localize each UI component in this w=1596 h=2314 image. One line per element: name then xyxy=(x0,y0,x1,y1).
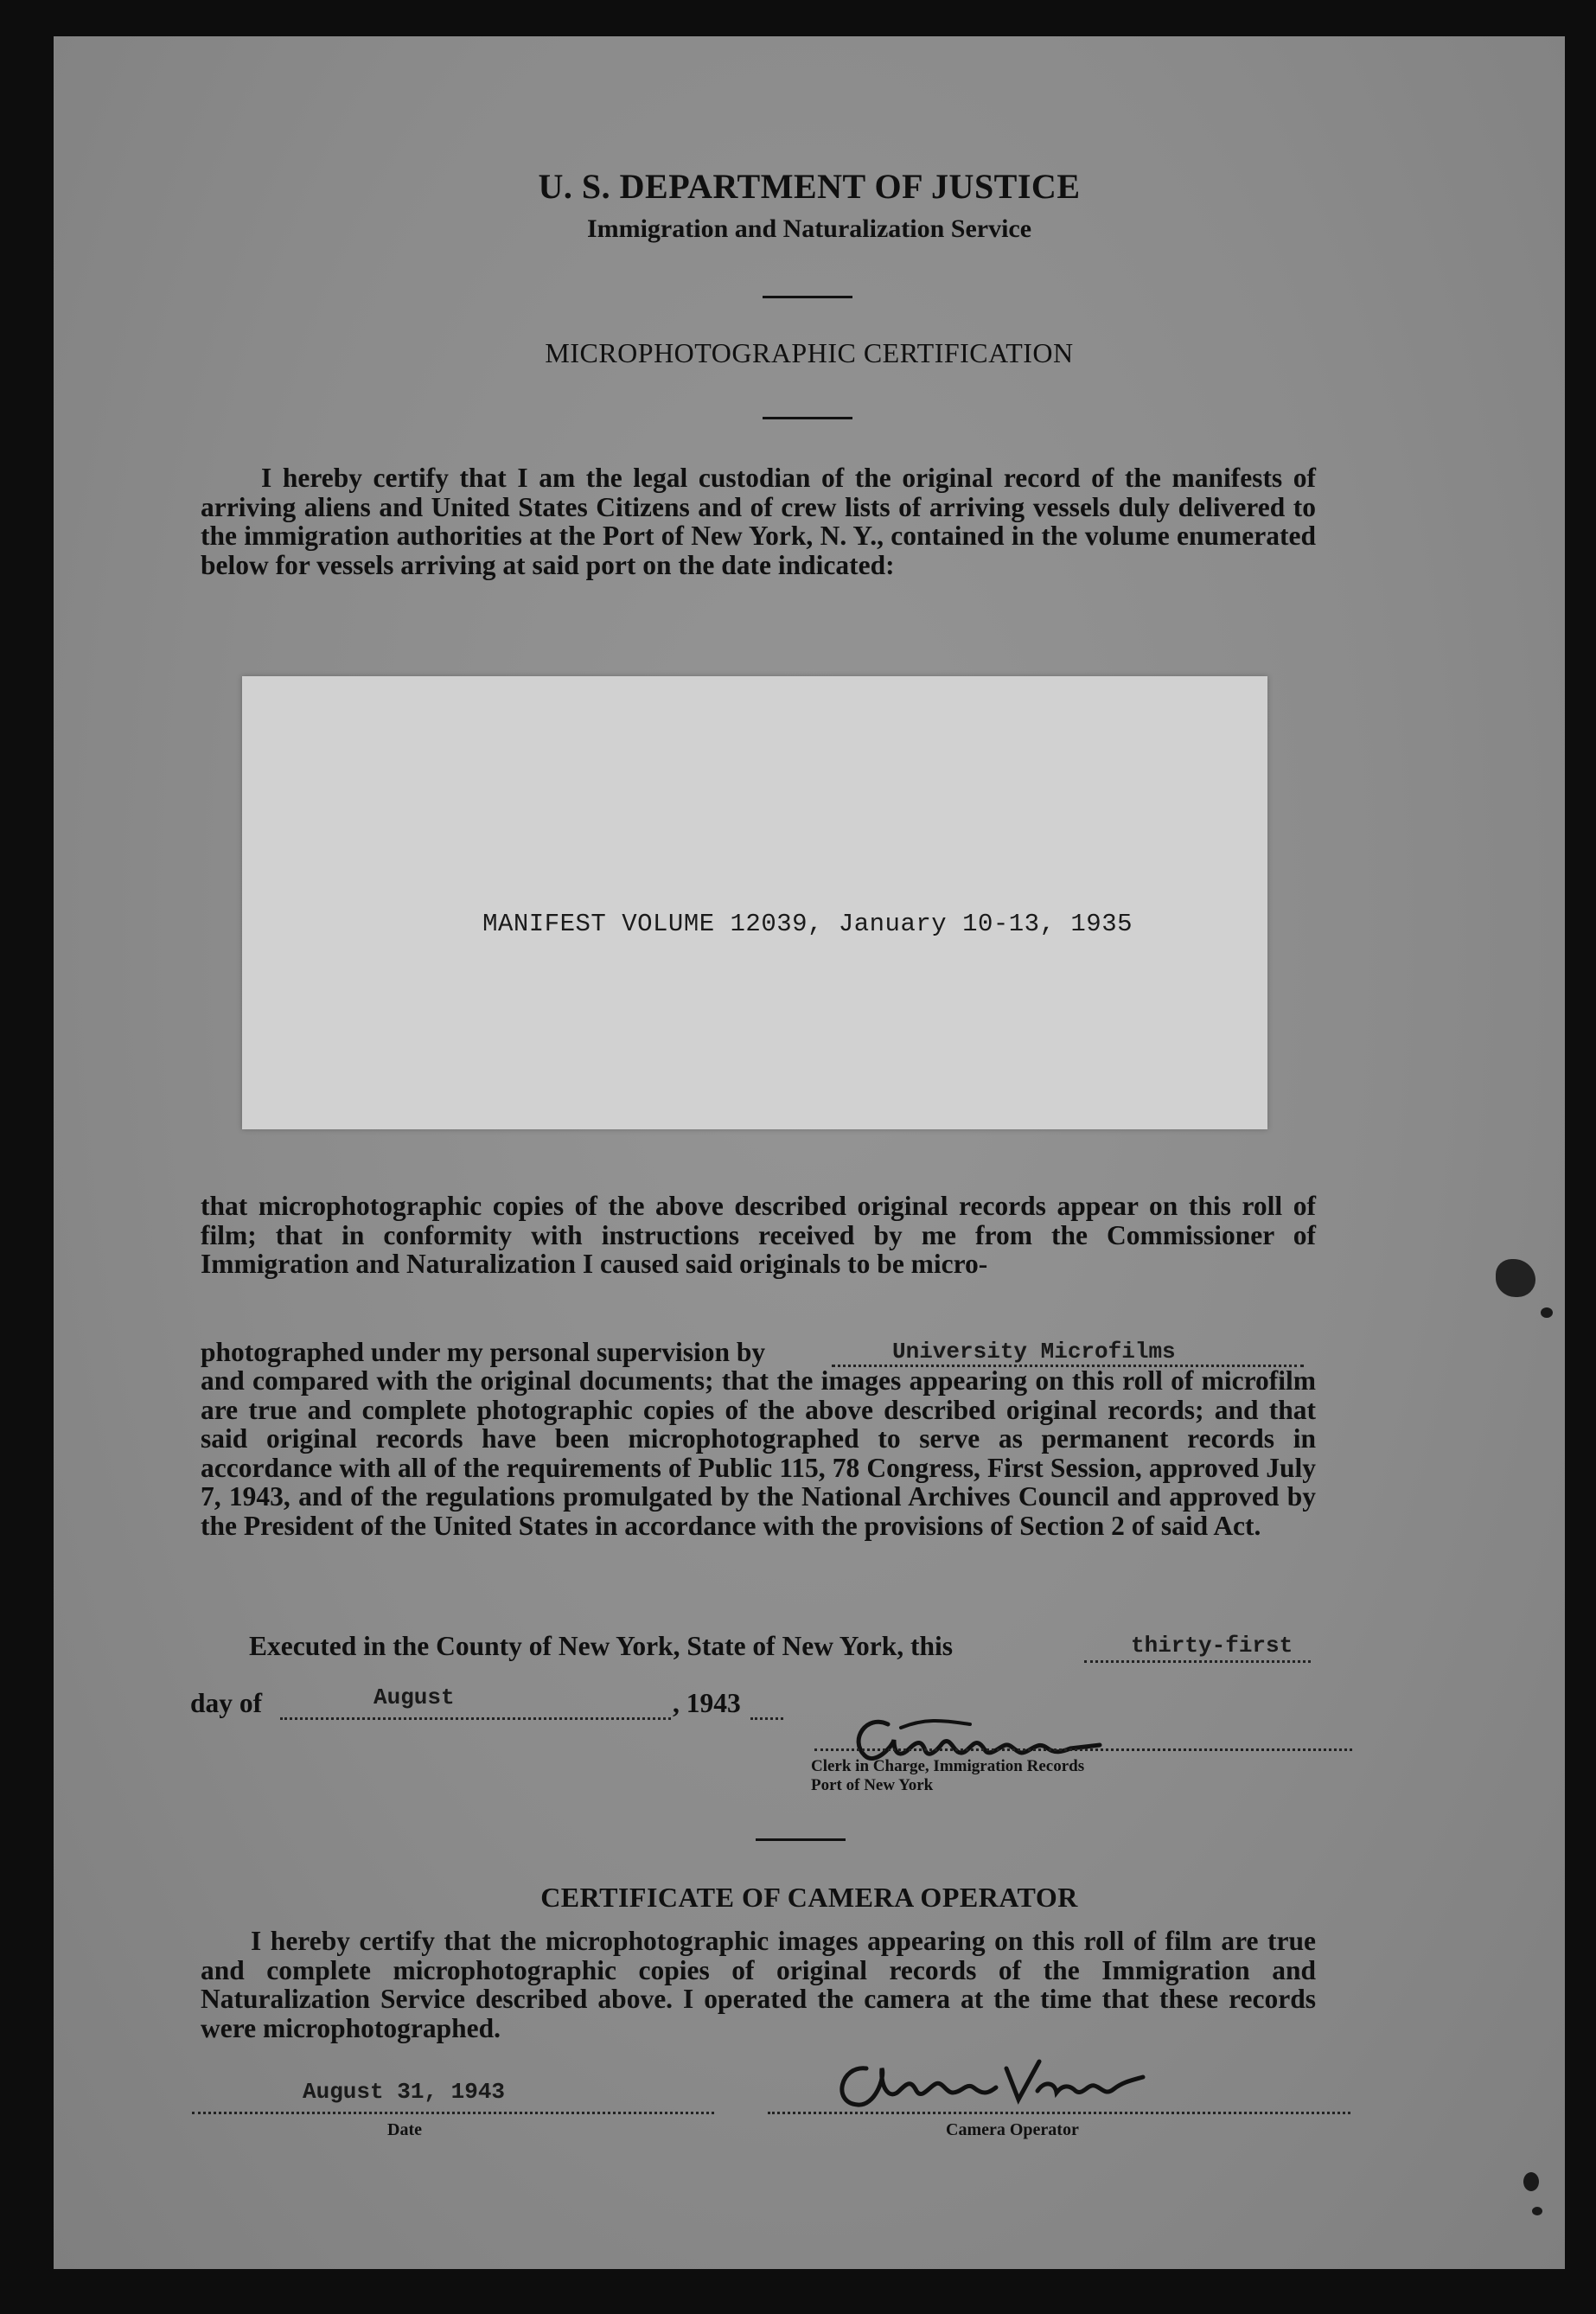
executed-line xyxy=(249,1631,953,1662)
certification-intro: I hereby certify that I am the legal custodian of the original record of the manifests of arriving aliens and United States Citizens and of crew lists of arriving vessels duly delivered to the immigration authorities at the Port of New York, N. Y., contained in the volume enumerated below for vessels arriving at said port on the date indicated: xyxy=(201,463,1316,580)
certification-body-part2: and compared with the original documents; that the images appearing on this roll of microfilm are true and complete photographic copies of the above described original records; and that said original records have been microphotographed to serve as permanent records in accordance with all of the requirements of Public 115, 78 Congress, First Session, approved July 7, 1943, and of the regulations promulgated by the National Archives Council and approved by the President of the United States in accordance with the provisions of Section 2 of said Act. xyxy=(201,1365,1316,1541)
clerk-title xyxy=(811,1757,1084,1795)
film-blemish xyxy=(1532,2207,1542,2215)
camera-date-label: Date xyxy=(387,2120,422,2139)
film-blemish xyxy=(1541,1307,1553,1318)
year-value: , 1943 xyxy=(673,1688,741,1718)
clerk-signature-line xyxy=(814,1748,1352,1751)
supervision-prefix: photographed under my personal supervision by xyxy=(201,1337,766,1367)
supervision-line xyxy=(201,1337,765,1368)
film-blemish xyxy=(1496,1259,1535,1297)
service-subtitle: Immigration and Naturalization Service xyxy=(586,214,1032,243)
camera-operator-signature-line xyxy=(768,2112,1350,2114)
clerk-title-line1: Clerk in Charge, Immigration Records xyxy=(811,1757,1085,1775)
divider xyxy=(763,296,852,298)
day-of-label: day of xyxy=(190,1688,263,1718)
certificate-sheet xyxy=(54,36,1565,2269)
month-fill-line xyxy=(280,1717,671,1720)
executed-prefix: Executed in the County of New York, State of New York, this xyxy=(249,1631,954,1661)
divider xyxy=(756,1838,846,1841)
camera-operator-label: Camera Operator xyxy=(946,2120,1079,2139)
camera-certificate-title: CERTIFICATE OF CAMERA OPERATOR xyxy=(540,1882,1078,1913)
certification-title: MICROPHOTOGRAPHIC CERTIFICATION xyxy=(545,337,1074,368)
year-trail-dots xyxy=(750,1717,783,1720)
manifest-label-card xyxy=(242,676,1267,1129)
certification-body-part1: that microphotographic copies of the above described original records appear on this roll of film; that in conformity with instructions received by me from the Commissioner of Immigration and Naturalization I caused said originals to be micro- xyxy=(201,1191,1316,1279)
film-blemish xyxy=(1523,2172,1539,2191)
clerk-title-line2: Port of New York xyxy=(811,1776,934,1794)
supervisor-name: University Microfilms xyxy=(892,1339,1176,1365)
manifest-volume-label: MANIFEST VOLUME 12039, January 10-13, 1935 xyxy=(482,910,1133,938)
camera-operator-signature-icon xyxy=(806,2042,1152,2120)
divider xyxy=(763,417,852,419)
camera-date-line xyxy=(192,2112,714,2114)
month-value: August xyxy=(373,1684,455,1710)
camera-certificate-text: I hereby certify that the microphotographic images appearing on this roll of film are true and complete microphotographic copies of original records of the Immigration and Naturalization Service described above. I operated the camera at the time that these records were microphotographed. xyxy=(201,1926,1316,2043)
camera-date-value: August 31, 1943 xyxy=(303,2079,506,2105)
executed-day-fill-line xyxy=(1084,1660,1311,1663)
year-text: 1943 xyxy=(686,1688,741,1718)
executed-day-value: thirty-first xyxy=(1131,1633,1293,1659)
department-title: U. S. DEPARTMENT OF JUSTICE xyxy=(538,167,1081,206)
